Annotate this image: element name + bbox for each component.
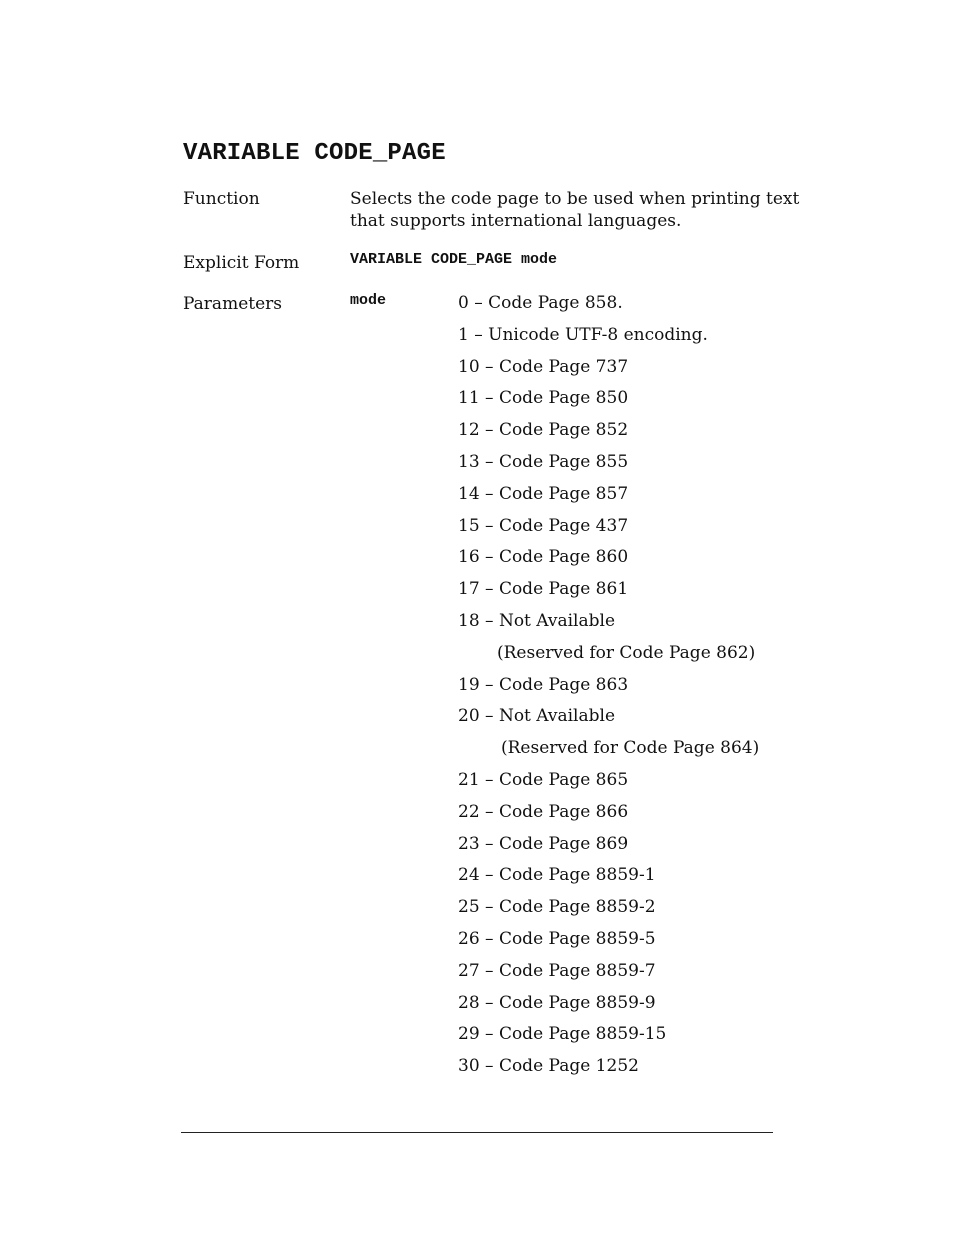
mode-value: 1 – Unicode UTF-8 encoding. bbox=[458, 324, 708, 345]
mode-value: 30 – Code Page 1252 bbox=[458, 1056, 639, 1077]
mode-value: 17 – Code Page 861 bbox=[458, 579, 629, 600]
footer-rule bbox=[181, 1132, 773, 1133]
mode-value: 23 – Code Page 869 bbox=[458, 833, 629, 854]
mode-value: 21 – Code Page 865 bbox=[458, 769, 629, 790]
mode-value: 19 – Code Page 863 bbox=[458, 674, 629, 695]
mode-value-note: (Reserved for Code Page 864) bbox=[501, 738, 760, 759]
mode-value: 13 – Code Page 855 bbox=[458, 451, 629, 472]
explicit-form-label: Explicit Form bbox=[183, 253, 300, 273]
mode-value: 18 – Not Available bbox=[458, 610, 616, 631]
mode-value: 11 – Code Page 850 bbox=[458, 388, 629, 409]
mode-value: 28 – Code Page 8859-9 bbox=[458, 992, 656, 1013]
parameter-name: mode bbox=[350, 292, 387, 309]
mode-value: 16 – Code Page 860 bbox=[458, 547, 629, 568]
function-description bbox=[350, 188, 800, 232]
function-label: Function bbox=[183, 189, 260, 209]
mode-value: 24 – Code Page 8859-1 bbox=[458, 865, 656, 886]
mode-value: 20 – Not Available bbox=[458, 706, 616, 727]
function-description-line: Selects the code page to be used when printing text bbox=[350, 189, 800, 209]
mode-value: 15 – Code Page 437 bbox=[458, 515, 629, 536]
mode-values-list bbox=[458, 292, 759, 1087]
mode-value: 26 – Code Page 8859-5 bbox=[458, 928, 656, 949]
mode-value: 27 – Code Page 8859-7 bbox=[458, 960, 656, 981]
mode-value: 14 – Code Page 857 bbox=[458, 483, 629, 504]
mode-value: 25 – Code Page 8859-2 bbox=[458, 897, 656, 918]
mode-value-note: (Reserved for Code Page 862) bbox=[497, 642, 756, 663]
explicit-form-syntax: VARIABLE CODE_PAGE mode bbox=[350, 251, 558, 268]
mode-value: 29 – Code Page 8859-15 bbox=[458, 1024, 667, 1045]
mode-value: 10 – Code Page 737 bbox=[458, 356, 629, 377]
mode-value: 0 – Code Page 858. bbox=[458, 293, 623, 313]
mode-value: 22 – Code Page 866 bbox=[458, 801, 629, 822]
parameters-label: Parameters bbox=[183, 294, 282, 314]
command-heading: VARIABLE CODE_PAGE bbox=[183, 140, 446, 167]
function-description-line: that supports international languages. bbox=[350, 211, 682, 231]
mode-value: 12 – Code Page 852 bbox=[458, 420, 629, 441]
